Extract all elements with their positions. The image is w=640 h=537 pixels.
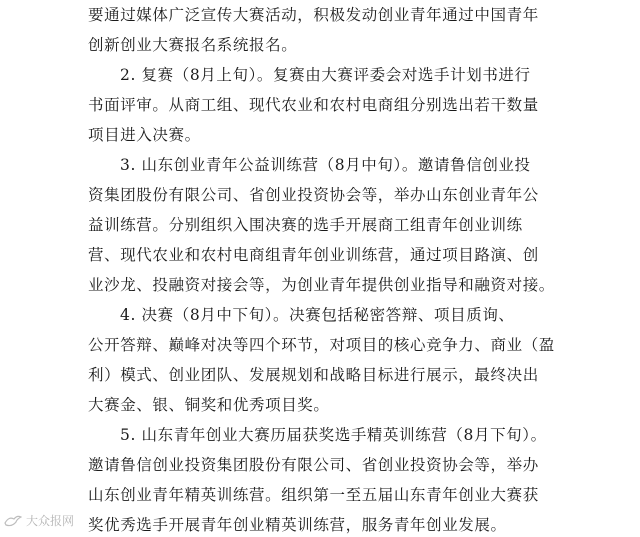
text-line: 奖优秀选手开展青年创业精英训练营，服务青年创业发展。	[88, 516, 507, 534]
text-line: 大赛金、银、铜奖和优秀项目奖。	[88, 396, 330, 414]
text-line: 5. 山东青年创业大赛历届获奖选手精英训练营（8月下旬）。	[120, 426, 547, 444]
text-line: 利）模式、创业团队、发展规划和战略目标进行展示，最终决出	[88, 366, 539, 384]
text-line: 3. 山东创业青年公益训练营（8月中旬）。邀请鲁信创业投	[120, 156, 531, 174]
text-line: 资集团股份有限公司、省创业投资协会等，举办山东创业青年公	[88, 186, 539, 204]
watermark	[4, 512, 74, 529]
text-line: 营、现代农业和农村电商组青年创业训练营，通过项目路演、创	[88, 246, 539, 264]
bird-logo-icon	[4, 514, 22, 528]
text-line: 项目进入决赛。	[88, 126, 201, 144]
text-line: 4. 决赛（8月中下旬）。决赛包括秘密答辩、项目质询、	[120, 306, 515, 324]
text-line: 业沙龙、投融资对接会等，为创业青年提供创业指导和融资对接。	[88, 276, 555, 294]
text-line: 益训练营。分别组织入围决赛的选手开展商工组青年创业训练	[88, 216, 523, 234]
text-line: 邀请鲁信创业投资集团股份有限公司、省创业投资协会等，举办	[88, 456, 539, 474]
text-line: 创新创业大赛报名系统报名。	[88, 36, 298, 54]
watermark-text: 大众报网	[26, 514, 75, 528]
text-line: 书面评审。从商工组、现代农业和农村电商组分别选出若干数量	[88, 96, 539, 114]
text-line: 2. 复赛（8月上旬）。复赛由大赛评委会对选手计划书进行	[120, 66, 531, 84]
text-line: 要通过媒体广泛宣传大赛活动，积极发动创业青年通过中国青年	[88, 6, 539, 24]
text-line: 公开答辩、巅峰对决等四个环节，对项目的核心竞争力、商业（盈	[88, 336, 555, 354]
text-line: 山东创业青年精英训练营。组织第一至五届山东青年创业大赛获	[88, 486, 539, 504]
